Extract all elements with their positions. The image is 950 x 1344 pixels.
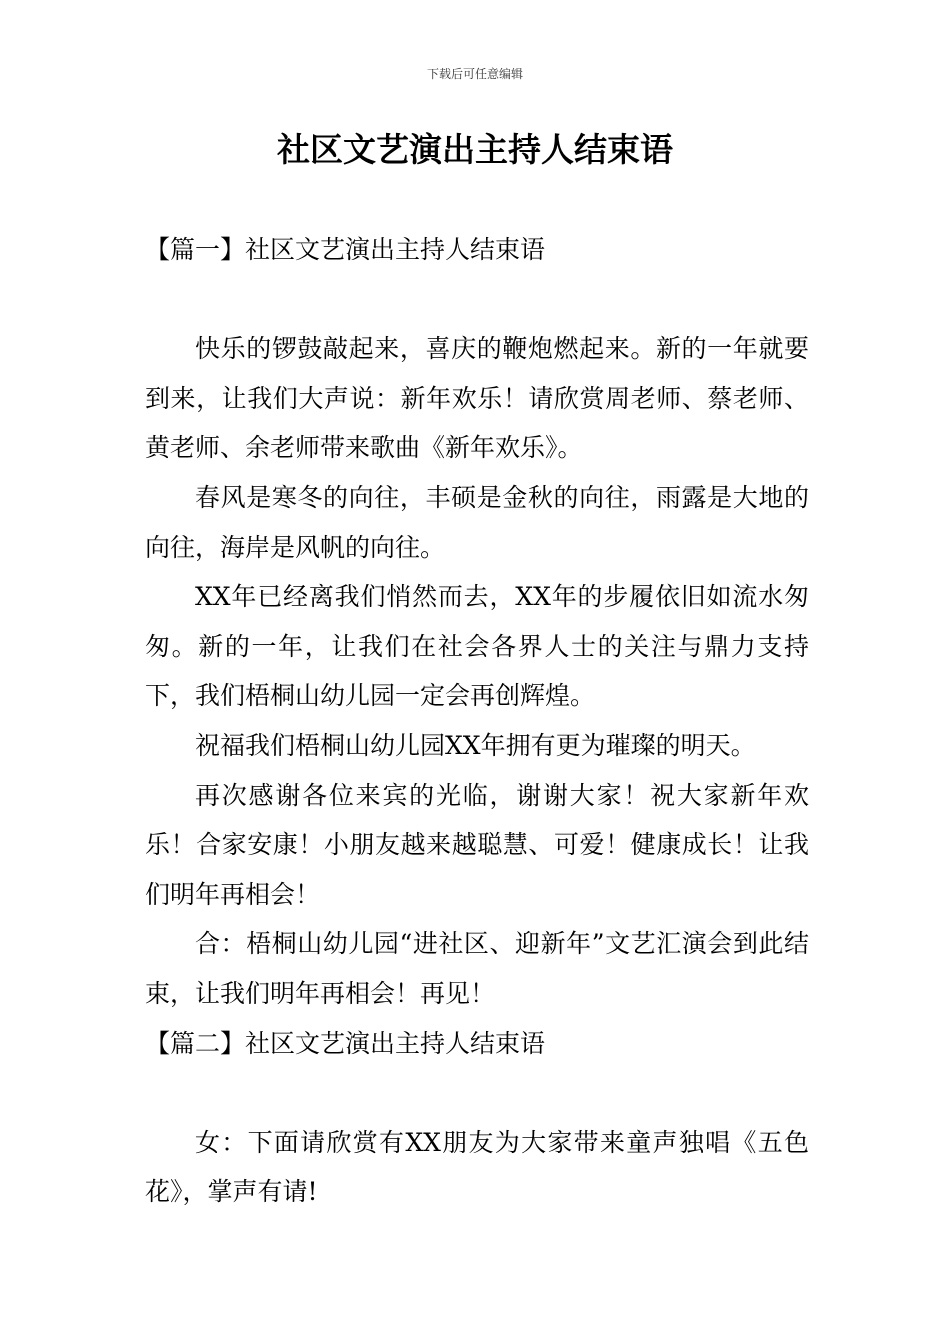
blank-line <box>145 1068 809 1118</box>
paragraph: 女：下面请欣赏有XX朋友为大家带来童声独唱《五色花》，掌声有请! <box>145 1127 809 1207</box>
paragraph: 快乐的锣鼓敲起来，喜庆的鞭炮燃起来。新的一年就要到来，让我们大声说：新年欢乐！请欣赏周老师、蔡老师、黄老师、余老师带来歌曲《新年欢乐》。 <box>145 334 809 463</box>
header-note: 下载后可任意编辑 <box>426 67 523 81</box>
document-body <box>145 225 809 1217</box>
paragraph: 再次感谢各位来宾的光临，谢谢大家！祝大家新年欢乐！合家安康！小朋友越来越聪慧、可爱！健康成长！让我们明年再相会！ <box>145 780 809 909</box>
paragraph: XX年已经离我们悄然而去，XX年的步履依旧如流水匆匆。新的一年，让我们在社会各界人士的关注与鼎力支持下，我们梧桐山幼儿园一定会再创辉煌。 <box>145 582 809 711</box>
blank-line <box>145 275 809 325</box>
section-heading-2: 【篇二】社区文艺演出主持人结束语 <box>145 1028 546 1058</box>
page-title: 社区文艺演出主持人结束语 <box>277 130 673 169</box>
paragraph: 合：梧桐山幼儿园“进社区、迎新年”文艺汇演会到此结束，让我们明年再相会！再见！ <box>145 929 809 1008</box>
paragraph: 春风是寒冬的向往，丰硕是金秋的向往，雨露是大地的向往，海岸是风帆的向往。 <box>145 482 809 562</box>
section-heading-1: 【篇一】社区文艺演出主持人结束语 <box>145 235 546 264</box>
paragraph: 祝福我们梧桐山幼儿园XX年拥有更为璀璨的明天。 <box>195 730 756 760</box>
